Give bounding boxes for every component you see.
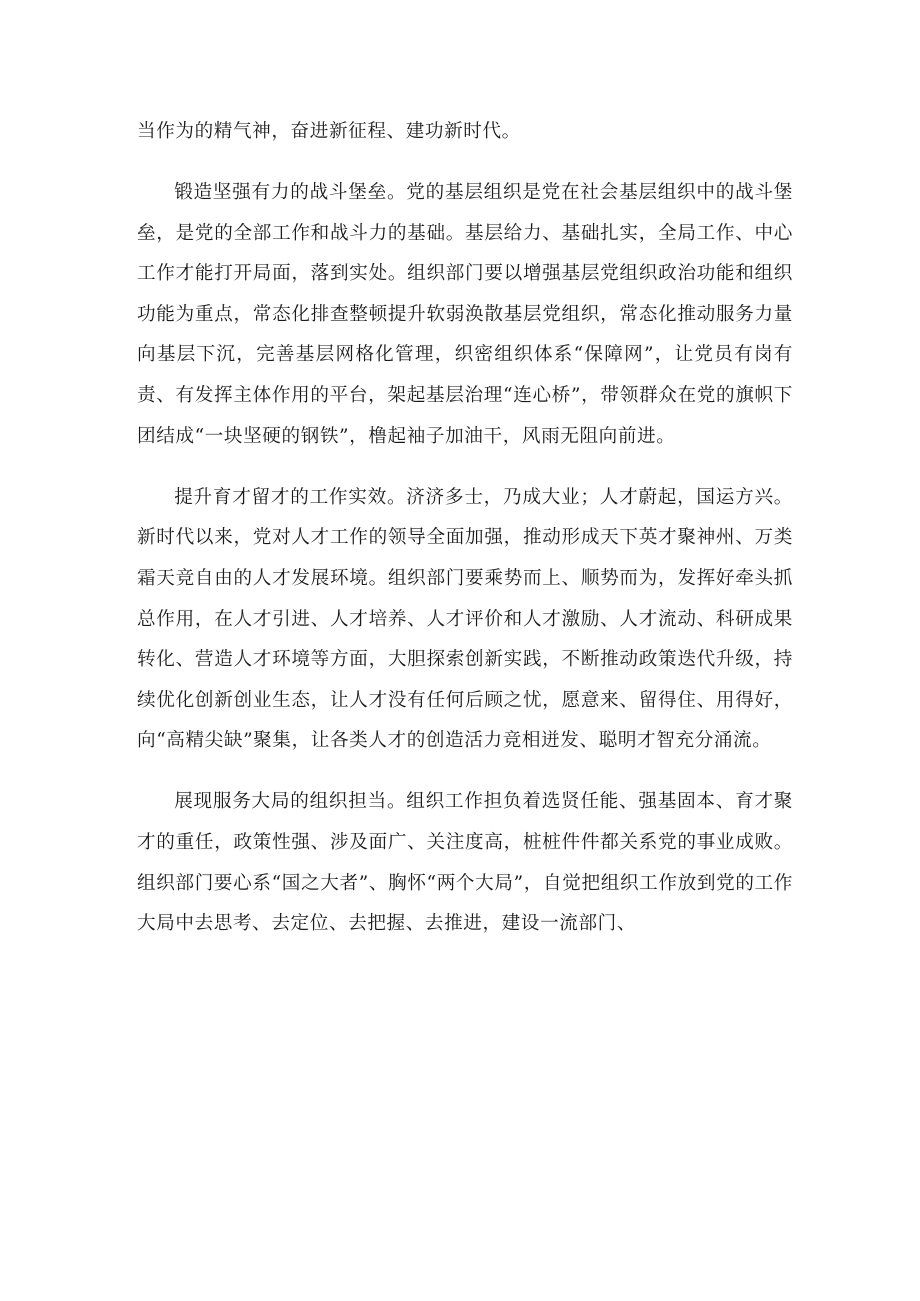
document-body bbox=[137, 112, 793, 965]
paragraph-serve-overall: 展现服务大局的组织担当。组织工作担负着选贤任能、强基固本、育才聚才的重任，政策性强、涉及面广、关注度高，桩桩件件都关系党的事业成败。组织部门要心系“国之大者”、胸怀“两个大局”，自觉把组织工作放到党的工作大局中去思考、去定位、去把握、去推进，建设一流部门、 bbox=[137, 791, 793, 935]
paragraph-talent-work: 提升育才留才的工作实效。济济多士，乃成大业；人才蔚起，国运方兴。新时代以来，党对人才工作的领导全面加强，推动形成天下英才聚神州、万类霜天竞自由的人才发展环境。组织部门要乘势而上、顺势而为，发挥好牵头抓总作用，在人才引进、人才培养、人才评价和人才激励、人才流动、科研成果转化、营造人才环境等方面，大胆探索创新实践，不断推动政策迭代升级，持续优化创新创业生态，让人才没有任何后顾之忧，愿意来、留得住、用得好，向“高精尖缺”聚集，让各类人才的创造活力竞相迸发、聪明才智充分涌流。 bbox=[137, 486, 793, 752]
paragraph-continued: 当作为的精气神，奋进新征程、建功新时代。 bbox=[137, 121, 521, 142]
paragraph-battle-fortress: 锻造坚强有力的战斗堡垒。党的基层组织是党在社会基层组织中的战斗堡垒，是党的全部工作和战斗力的基础。基层给力、基础扎实，全局工作、中心工作才能打开局面，落到实处。组织部门要以增强基层党组织政治功能和组织功能为重点，常态化排查整顿提升软弱涣散基层党组织，常态化推动服务力量向基层下沉，完善基层网格化管理，织密组织体系“保障网”，让党员有岗有责、有发挥主体作用的平台，架起基层治理“连心桥”，带领群众在党的旗帜下团结成“一块坚硬的钢铁”，橹起袖子加油干，风雨无阻向前进。 bbox=[137, 182, 793, 447]
